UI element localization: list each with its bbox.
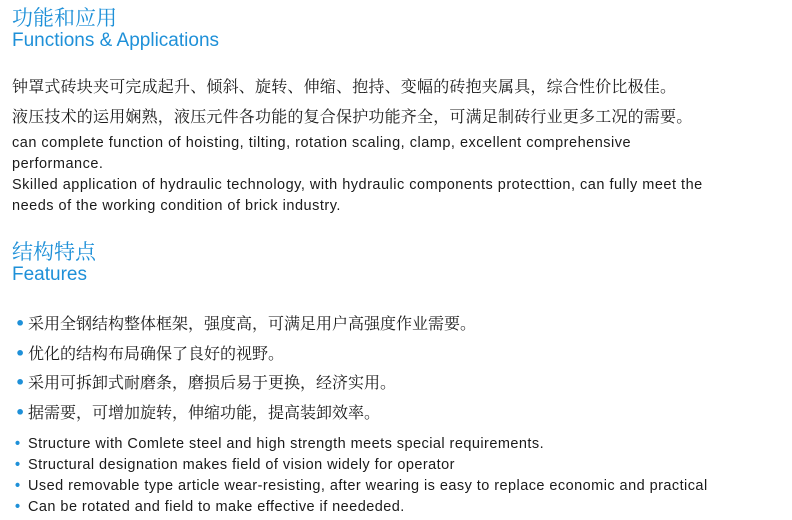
- bullet-icon: •: [15, 402, 26, 422]
- features-list-en-wrapper: [12, 434, 786, 518]
- features-title-en: Features: [12, 264, 87, 285]
- features-list-cn-wrapper: [12, 309, 786, 427]
- feature-text-cn-1: 采用全钢结构整体框架，强度高，可满足用户高强度作业需要。: [28, 314, 477, 333]
- feature-text-en-2: Structural designation makes field of vision widely for operator: [28, 457, 455, 473]
- feature-item-en-3: [12, 476, 786, 497]
- functions-title-cn: 功能和应用: [12, 6, 117, 30]
- bullet-icon: •: [15, 478, 21, 494]
- feature-text-cn-2: 优化的结构布局确保了良好的视野。: [28, 343, 285, 363]
- feature-item-cn-3: [12, 368, 786, 398]
- bullet-icon: •: [15, 373, 26, 392]
- bullet-icon: •: [15, 457, 21, 473]
- feature-text-en-4: Can be rotated and field to make effective if neededed.: [28, 499, 405, 515]
- features-list-en: [12, 434, 786, 518]
- functions-title-en: Functions & Applications: [12, 30, 220, 51]
- feature-text-cn-3: 采用可拆卸式耐磨条，磨损后易于更换，经济实用。: [28, 373, 397, 392]
- bullet-icon: •: [15, 343, 26, 363]
- feature-item-cn-2: [12, 339, 786, 369]
- feature-item-cn-4: [12, 398, 786, 428]
- features-list-cn: [12, 309, 786, 427]
- functions-paragraph-en-1: can complete function of hoisting, tilting, rotation scaling, clamp, excellent comprehensive performance.: [12, 135, 632, 172]
- feature-item-en-2: [12, 455, 786, 476]
- bullet-icon: •: [15, 314, 26, 333]
- functions-paragraph-en-2: Skilled application of hydraulic technology, with hydraulic components protecttion, can fully meet the needs of the working condition of brick industry.: [12, 177, 703, 214]
- functions-paragraph-cn-1: 钟罩式砖块夹可完成起升、倾斜、旋转、伸缩、抱持、变幅的砖抱夹属具，综合性价比极佳。: [12, 77, 677, 96]
- feature-text-cn-4: 据需要，可增加旋转，伸缩功能，提高装卸效率。: [28, 402, 381, 422]
- feature-item-cn-1: [12, 309, 786, 339]
- feature-item-en-1: [12, 434, 786, 455]
- feature-text-en-1: Structure with Comlete steel and high strength meets special requirements.: [28, 436, 545, 452]
- functions-section: [12, 6, 786, 52]
- features-section: [12, 240, 786, 286]
- functions-body: [12, 72, 786, 132]
- functions-body-en: [12, 133, 712, 217]
- feature-text-en-3: Used removable type article wear-resisting, after wearing is easy to replace economic and practical: [28, 478, 708, 494]
- bullet-icon: •: [15, 499, 21, 515]
- features-title-cn: 结构特点: [12, 240, 96, 264]
- feature-item-en-4: [12, 497, 786, 518]
- functions-paragraph-cn-2: 液压技术的运用娴熟，液压元件各功能的复合保护功能齐全，可满足制砖行业更多工况的需要。: [12, 107, 693, 126]
- bullet-icon: •: [15, 436, 21, 452]
